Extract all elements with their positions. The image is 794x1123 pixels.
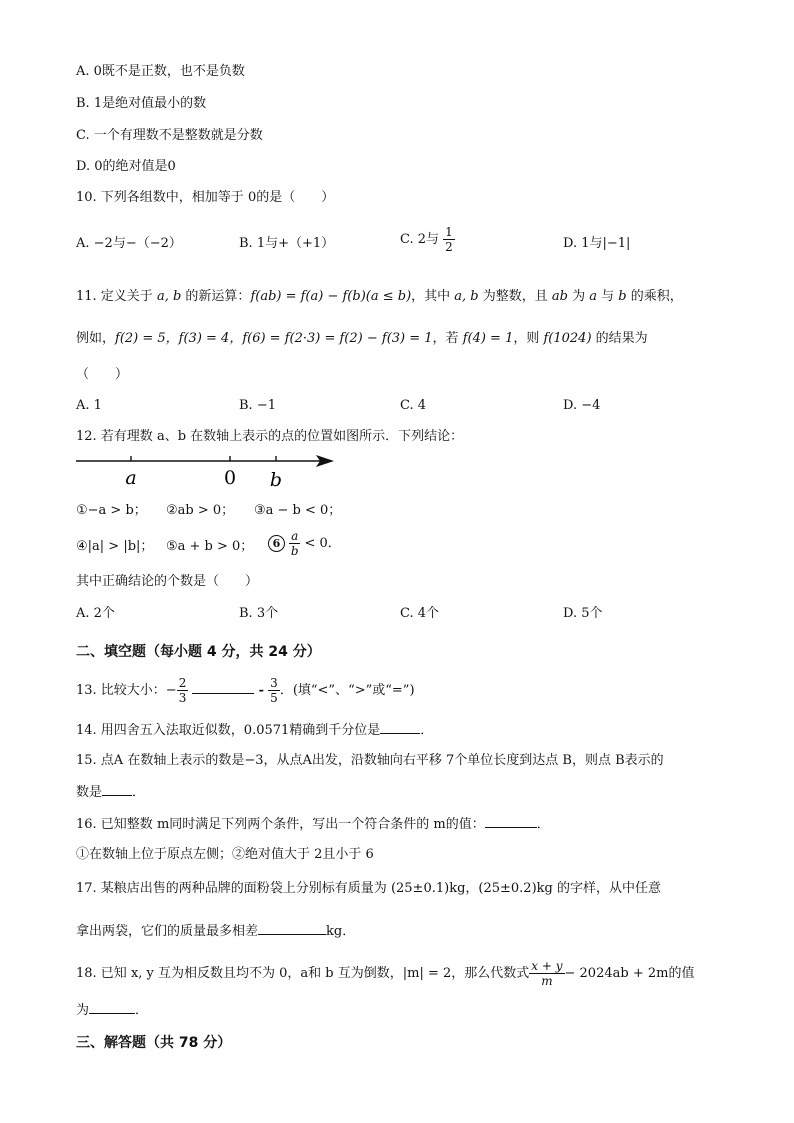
q9-option-d: D. 0的绝对值是0: [76, 159, 176, 174]
circled-number-6: 6: [268, 535, 285, 552]
q18-line1: [76, 956, 694, 992]
q9-option-c: C. 一个有理数不是整数就是分数: [76, 128, 263, 143]
math-var: a, b: [454, 289, 479, 304]
q11-line2: [76, 330, 648, 348]
math-var: a, b: [156, 289, 182, 304]
text: 例如，: [76, 331, 116, 346]
text: 的新运算：: [181, 289, 251, 304]
q10-option-c: [400, 226, 455, 253]
q11-option-b: B. −1: [239, 398, 276, 413]
q11-option-a: A. 1: [76, 398, 102, 413]
text: 的乘积，: [626, 289, 683, 304]
q12-conclusion-5: ⑤a + b > 0；: [166, 539, 254, 554]
q10-option-c-fraction: [443, 226, 455, 253]
q10-option-a: A. −2与−（−2）: [76, 236, 182, 251]
text: ．: [135, 1003, 149, 1018]
label-0: 0: [223, 467, 237, 489]
q13-fraction-2: [268, 677, 280, 704]
q9-option-a: A. 0既不是正数，也不是负数: [76, 64, 245, 79]
math-formula: f(1024): [543, 331, 592, 346]
q13-answer-blank[interactable]: [192, 681, 254, 694]
text: 与: [597, 289, 619, 304]
math-var: ab: [551, 289, 568, 304]
q12-ask: 其中正确结论的个数是（ ）: [76, 574, 259, 589]
text: 16. 已知整数 m同时满足下列两个条件，写出一个符合条件的 m的值：: [76, 817, 485, 832]
text: 数是: [76, 785, 103, 800]
text: ．(填“<”、“>”或“=”): [279, 683, 415, 698]
q12-option-b: B. 3个: [239, 606, 279, 621]
q10-option-b: B. 1与+（+1）: [239, 236, 335, 251]
math-var: b: [618, 289, 627, 304]
text: − 2024ab + 2m的值: [564, 966, 695, 981]
section-answer-title: 三、解答题（共 78 分）: [76, 1035, 232, 1051]
text: 拿出两袋，它们的质量最多相差: [76, 924, 259, 939]
fraction-denominator: 3: [178, 691, 187, 705]
q17-line1: 17. 某粮店出售的两种品牌的面粉袋上分别标有质量为 (25±0.1)kg，(25±0.2)kg 的字样，从中任意: [76, 881, 661, 896]
section-fill-in-title: 二、填空题（每小题 4 分，共 24 分）: [76, 644, 321, 660]
text: 为: [567, 289, 590, 304]
q11-line1: [76, 288, 683, 306]
label-a: a: [125, 467, 137, 489]
fraction-numerator: a: [291, 529, 299, 543]
text: 11. 定义关于: [76, 289, 157, 304]
q14-line: [76, 721, 433, 740]
q18-fraction: [529, 960, 564, 987]
text: kg．: [326, 924, 356, 939]
math-formula: f(4) = 1: [462, 331, 514, 346]
q16-line2: ①在数轴上位于原点左侧；②绝对值大于 2且小于 6: [76, 847, 374, 862]
minus-sign: -: [258, 683, 265, 698]
q17-line2: [76, 922, 355, 941]
q16-answer-blank[interactable]: [485, 815, 537, 828]
text: 18. 已知 x, y 互为相反数且均不为 0，a和 b 互为倒数，|m| = 2，那么代数式: [76, 966, 530, 981]
q12-conclusion-1: ①−a > b；: [76, 503, 147, 518]
number-line-figure: [76, 448, 346, 492]
q12-stem: 12. 若有理数 a、b 在数轴上表示的点的位置如图所示．下列结论：: [76, 429, 464, 444]
text: ．: [132, 785, 146, 800]
text: ，若: [432, 331, 463, 346]
q12-c6-fraction: [289, 530, 300, 557]
fraction-numerator: 3: [270, 676, 278, 690]
fraction-denominator: 2: [445, 240, 453, 254]
text: ，则: [513, 331, 544, 346]
q11-answer-paren: （ ）: [76, 367, 129, 382]
text: 为整数，且: [478, 289, 552, 304]
q9-option-b: B. 1是绝对值最小的数: [76, 96, 207, 111]
number-line-svg: [76, 448, 346, 492]
q17-answer-blank[interactable]: [258, 922, 326, 935]
fraction-denominator: 5: [270, 691, 278, 705]
text: 的结果为: [591, 331, 648, 346]
q12-conclusion-2: ②ab > 0；: [166, 503, 235, 518]
q15-answer-blank[interactable]: [102, 783, 132, 796]
fraction-denominator: b: [290, 544, 299, 558]
q10-option-d: D. 1与|−1|: [563, 236, 631, 251]
q13-line: [76, 674, 415, 708]
q14-answer-blank[interactable]: [380, 721, 420, 734]
q10-option-c-label: C. 2与: [400, 232, 440, 247]
fraction-numerator: 1: [445, 225, 453, 239]
q11-option-c: C. 4: [400, 398, 427, 413]
q18-answer-blank[interactable]: [89, 1001, 135, 1014]
q11-option-d: D. −4: [563, 398, 601, 413]
fraction-numerator: 2: [178, 676, 187, 690]
q12-option-c: C. 4个: [400, 606, 440, 621]
q15-line2: [76, 783, 145, 802]
q12-conclusion-6: [268, 530, 341, 557]
label-b: b: [269, 469, 283, 491]
text: ．: [420, 723, 434, 738]
fraction-numerator: x + y: [531, 959, 563, 973]
text: ，其中: [411, 289, 455, 304]
text: ．: [536, 817, 550, 832]
q12-conclusion-4: ④|a| > |b|；: [76, 539, 154, 554]
q12-option-d: D. 5个: [563, 606, 603, 621]
q16-line1: [76, 815, 550, 834]
text: 14. 用四舍五入法取近似数，0.0571精确到千分位是: [76, 723, 381, 738]
text: 13. 比较大小：−: [76, 683, 177, 698]
fraction-denominator: m: [541, 974, 553, 988]
math-formula: f(ab) = f(a) − f(b)(a ≤ b): [250, 289, 412, 304]
q12-conclusion-3: ③a − b < 0；: [254, 503, 342, 518]
q18-line2: [76, 1001, 148, 1020]
text: 为: [76, 1003, 90, 1018]
q12-option-a: A. 2个: [76, 606, 115, 621]
math-var: a: [589, 289, 597, 304]
q15-line1: 15. 点A 在数轴上表示的数是−3，从点A出发，沿数轴向右平移 7个单位长度到达点 B，则点 B表示的: [76, 753, 664, 768]
q10-stem: 10. 下列各组数中，相加等于 0的是（ ）: [76, 190, 335, 205]
q12-c6-tail: < 0．: [304, 536, 341, 551]
math-formula: f(2) = 5，f(3) = 4，f(6) = f(2·3) = f(2) − f(3) = 1: [115, 331, 433, 346]
q13-fraction-1: [177, 677, 189, 704]
